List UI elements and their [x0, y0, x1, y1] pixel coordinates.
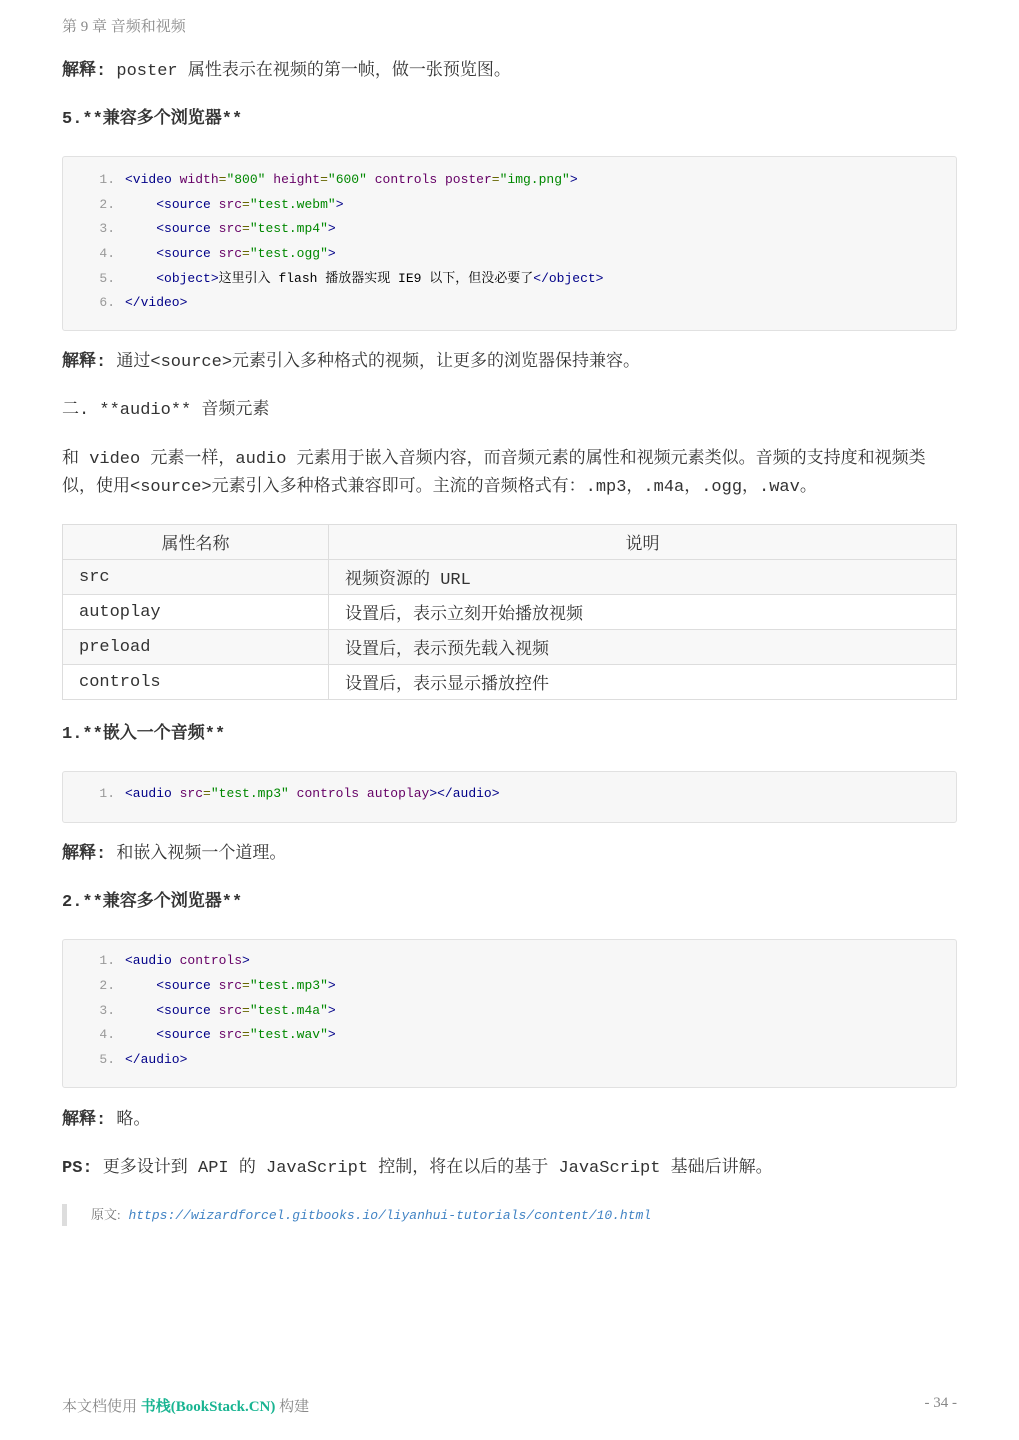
table-cell-desc: 设置后，表示显示播放控件 [329, 665, 957, 700]
code-value: "test.m4a" [249, 1003, 328, 1018]
code-attr: autoplay [366, 786, 430, 801]
table-header-row [63, 525, 957, 560]
table-cell-attr: controls [63, 665, 329, 700]
code-tag: </object> [533, 271, 604, 286]
table-cell-attr: autoplay [63, 595, 329, 630]
code-line: 4. <source src="test.wav"> [63, 1025, 336, 1045]
line-number: 4. [99, 1027, 115, 1042]
code-value: "img.png" [499, 172, 570, 187]
code-tag: <source [156, 1003, 211, 1018]
code-attr: src [218, 221, 243, 236]
table-row [63, 630, 957, 665]
code-tag: > [335, 197, 344, 212]
table-row [63, 560, 957, 595]
heading-1-embed [62, 721, 957, 749]
code-line: 3. <source src="test.mp4"> [63, 219, 336, 239]
explain-source [62, 349, 957, 377]
section-2-heading: 二. **audio** 音频元素 [62, 401, 270, 420]
code-line [63, 951, 250, 971]
code-tag: <audio [125, 786, 172, 801]
code-tag: <source [156, 978, 211, 993]
table-cell-desc: 设置后，表示预先载入视频 [329, 630, 957, 665]
line-number: 2. [99, 978, 115, 993]
code-tag: <audio [125, 953, 172, 968]
code-block-audio-multi [62, 939, 957, 1088]
code-line: 4. <source src="test.ogg"> [63, 244, 336, 264]
code-line [63, 269, 603, 289]
code-tag: > [327, 246, 336, 261]
line-number: 3. [99, 221, 115, 236]
heading-text: 5.**兼容多个浏览器** [62, 110, 243, 129]
code-tag: > [242, 953, 250, 968]
table-row [63, 595, 957, 630]
explain-embed [62, 841, 957, 869]
code-line: 2. <source src="test.webm"> [63, 195, 344, 215]
attribute-table [62, 524, 957, 700]
explain-text: 和嵌入视频一个道理。 [106, 845, 287, 864]
code-tag: </audio> [125, 1052, 188, 1067]
code-attr: controls [296, 786, 360, 801]
line-number: 1. [99, 953, 115, 968]
explain-label: 解释: [62, 1111, 107, 1130]
code-attr: src [218, 197, 243, 212]
code-tag: <source [156, 1027, 211, 1042]
heading-text: 2.**兼容多个浏览器** [62, 893, 243, 912]
code-text: 这里引入 flash 播放器实现 IE9 以下，但没必要了 [218, 271, 534, 286]
explain-text: 通过<source>元素引入多种格式的视频，让更多的浏览器保持兼容。 [106, 353, 641, 372]
line-number: 2. [99, 197, 115, 212]
code-tag: > [569, 172, 578, 187]
code-attr: src [218, 1027, 243, 1042]
source-blockquote [62, 1204, 651, 1226]
line-number: 1. [99, 786, 115, 801]
explain-label: 解释: [62, 845, 107, 864]
explain-text: 略。 [106, 1111, 151, 1130]
code-value: "test.wav" [249, 1027, 328, 1042]
explain-brief [62, 1107, 957, 1135]
footer-prefix: 本文档使用 [62, 1399, 141, 1415]
footer-brand-link[interactable]: 书栈(BookStack.CN) [140, 1399, 276, 1415]
code-attr: poster [444, 172, 492, 187]
explain-text: poster 属性表示在视频的第一帧，做一张预览图。 [106, 62, 511, 81]
code-line [63, 293, 187, 313]
heading-5-compat [62, 106, 957, 134]
line-number: 1. [99, 172, 115, 187]
table-header-cell: 说明 [329, 525, 957, 560]
explain-label: 解释: [62, 353, 107, 372]
code-attr: src [218, 1003, 243, 1018]
code-tag: <video [125, 172, 172, 187]
code-tag: <source [156, 246, 211, 261]
code-block-video [62, 156, 957, 331]
table-header-cell: 属性名称 [63, 525, 329, 560]
table-cell-desc: 视频资源的 URL [329, 560, 957, 595]
code-value: "test.webm" [249, 197, 336, 212]
code-attr: src [218, 978, 243, 993]
code-tag: > [327, 978, 336, 993]
code-value: "800" [226, 172, 266, 187]
heading-text: 1.**嵌入一个音频** [62, 725, 226, 744]
code-attr: controls [374, 172, 438, 187]
code-value: "test.ogg" [249, 246, 328, 261]
ps-text: 更多设计到 API 的 JavaScript 控制，将在以后的基于 JavaScript 基础后讲解。 [92, 1159, 773, 1178]
heading-2-compat [62, 889, 957, 917]
explain-label: 解释: [62, 62, 107, 81]
code-attr: width [179, 172, 219, 187]
line-number: 5. [99, 271, 115, 286]
code-value: "test.mp3" [210, 786, 289, 801]
table-row [63, 665, 957, 700]
line-number: 5. [99, 1052, 115, 1067]
page-header-chapter: 第 9 章 音频和视频 [62, 19, 186, 35]
table-cell-attr: preload [63, 630, 329, 665]
code-tag: ></audio> [429, 786, 500, 801]
code-tag: > [327, 1003, 336, 1018]
footer-left [62, 1395, 309, 1416]
code-tag: <source [156, 221, 211, 236]
code-tag: <source [156, 197, 211, 212]
code-value: "test.mp4" [249, 221, 328, 236]
code-value: "600" [327, 172, 367, 187]
source-link[interactable]: https://wizardforcel.gitbooks.io/liyanhui-tutorials/content/10.html [128, 1208, 652, 1223]
audio-intro-paragraph: 和 video 元素一样，audio 元素用于嵌入音频内容，而音频元素的属性和视频元素类似。音频的支持度和视频类似，使用<source>元素引入多种格式兼容即可。主流的音频格式有：.mp3，.m4a，.ogg，.wav。 [62, 450, 926, 497]
code-line: 1. <video width="800" height="600" controls poster="img.png"> [63, 170, 578, 190]
table-cell-desc: 设置后，表示立刻开始播放视频 [329, 595, 957, 630]
table-cell-attr: src [63, 560, 329, 595]
code-line: 2. <source src="test.mp3"> [63, 976, 336, 996]
explain-poster [62, 58, 957, 86]
code-tag: </video> [125, 295, 188, 310]
ps-label: PS: [62, 1159, 93, 1178]
code-value: "test.mp3" [249, 978, 328, 993]
code-tag: <object> [156, 271, 219, 286]
code-attr: controls [179, 953, 243, 968]
code-tag: > [327, 221, 336, 236]
footer-suffix: 构建 [275, 1399, 310, 1415]
code-attr: height [273, 172, 321, 187]
footer-page-number: - 34 - [924, 1395, 957, 1411]
line-number: 3. [99, 1003, 115, 1018]
code-block-audio-single [62, 771, 957, 823]
code-tag: > [327, 1027, 336, 1042]
line-number: 6. [99, 295, 115, 310]
ps-note [62, 1155, 957, 1183]
code-line: 3. <source src="test.m4a"> [63, 1001, 336, 1021]
line-number: 4. [99, 246, 115, 261]
code-line [63, 1050, 187, 1070]
code-attr: src [218, 246, 243, 261]
code-attr: src [179, 786, 204, 801]
source-label: 原文: [91, 1207, 121, 1222]
code-line: 1. <audio src="test.mp3" controls autoplay></audio> [63, 784, 500, 804]
